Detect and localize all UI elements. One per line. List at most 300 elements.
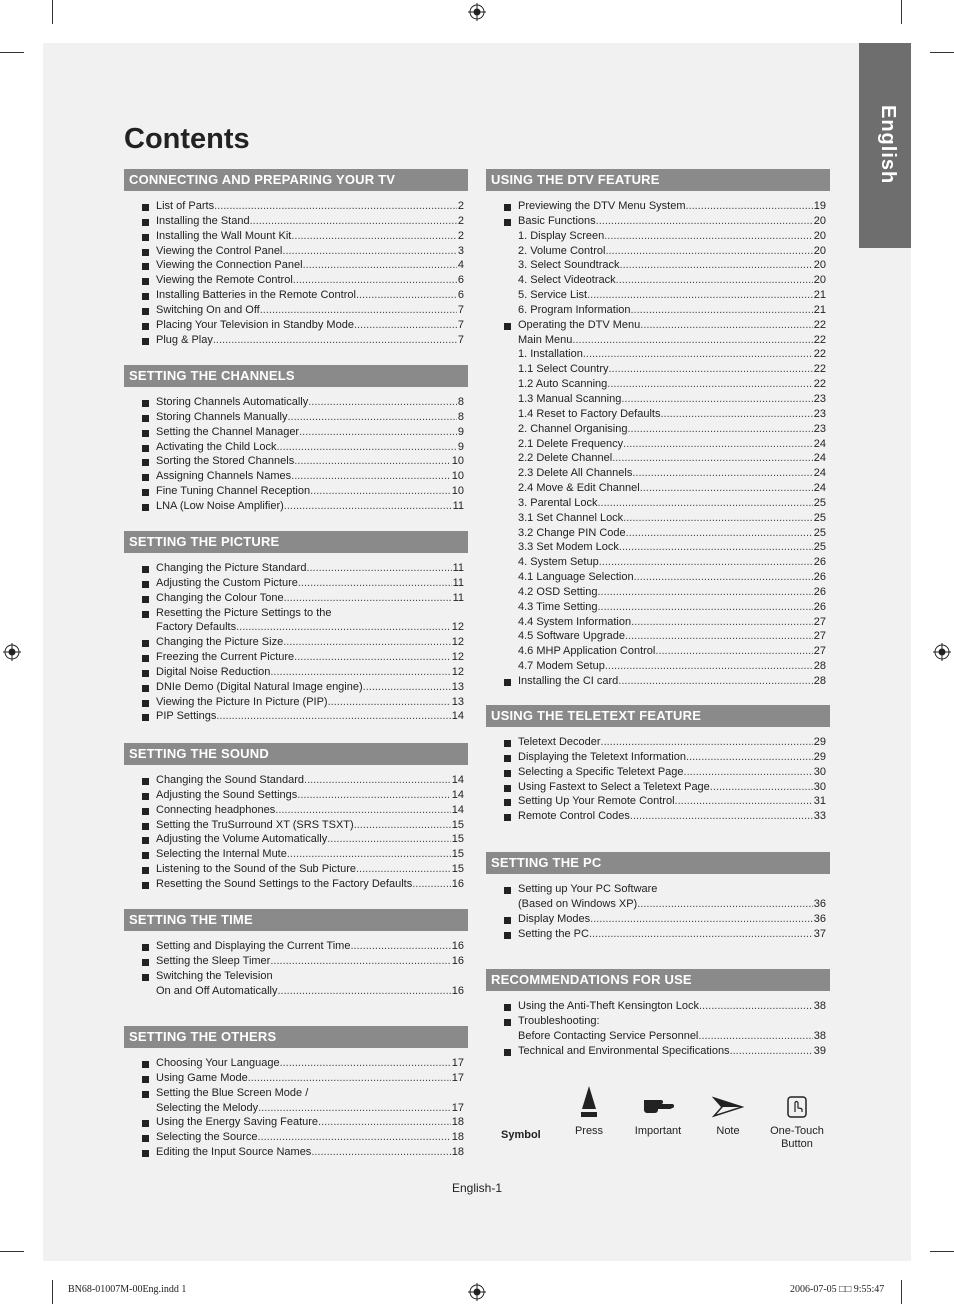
toc-entry-page: 30	[813, 780, 826, 793]
toc-leader-dots	[328, 695, 451, 710]
toc-entry-page: 22	[813, 363, 826, 376]
toc-entry	[124, 425, 468, 440]
toc-leader-dots	[698, 1029, 812, 1044]
toc-entry-title: 2.3 Delete All Channels	[518, 467, 633, 480]
toc-entry-page: 23	[813, 422, 826, 435]
toc-entry-page: 18	[451, 1131, 464, 1144]
toc-entry	[486, 629, 830, 644]
toc-entry	[124, 954, 468, 969]
press-arrow-icon	[580, 1085, 598, 1119]
toc-entry	[486, 318, 830, 333]
toc-entry-page: 7	[457, 303, 464, 316]
toc-entry-title: Editing the Input Source Names	[156, 1146, 312, 1159]
toc-list	[124, 561, 468, 724]
toc-entry-page: 21	[813, 289, 826, 302]
toc-leader-dots	[258, 1130, 451, 1145]
toc-entry	[124, 214, 468, 229]
toc-entry-title: Technical and Environmental Specifications	[518, 1044, 730, 1057]
toc-entry	[486, 1014, 830, 1029]
toc-leader-dots	[598, 600, 813, 615]
toc-entry-title: Changing the Colour Tone	[156, 591, 284, 604]
toc-leader-dots	[640, 318, 812, 333]
toc-leader-dots	[294, 650, 451, 665]
toc-leader-dots	[675, 794, 813, 809]
toc-entry	[124, 788, 468, 803]
toc-list	[124, 199, 468, 347]
toc-entry	[124, 635, 468, 650]
toc-leader-dots	[598, 496, 813, 511]
toc-entry-page: 22	[813, 348, 826, 361]
toc-entry-title: Storing Channels Manually	[156, 410, 288, 423]
toc-entry	[124, 258, 468, 273]
legend-one-touch-label-2: Button	[781, 1138, 813, 1150]
toc-entry-title: Selecting a Specific Teletext Page	[518, 765, 684, 778]
toc-entry-page: 22	[813, 378, 826, 391]
toc-entry-title: 2. Channel Organising	[518, 422, 628, 435]
toc-leader-dots	[284, 499, 452, 514]
toc-entry	[486, 303, 830, 318]
section-pc	[486, 852, 830, 941]
registration-mark-icon	[933, 643, 951, 661]
toc-leader-dots	[270, 954, 450, 969]
toc-entry	[486, 244, 830, 259]
toc-entry	[486, 927, 830, 942]
toc-entry-title: 5. Service List	[518, 289, 588, 302]
toc-leader-dots	[308, 395, 457, 410]
toc-entry-page: 24	[813, 452, 826, 465]
toc-entry-page: 33	[813, 810, 826, 823]
toc-list	[486, 999, 830, 1058]
toc-entry	[124, 273, 468, 288]
toc-entry-page: 12	[451, 651, 464, 664]
toc-entry-page: 16	[451, 954, 464, 967]
toc-entry-title: Installing the Wall Mount Kit	[156, 229, 292, 242]
toc-leader-dots	[250, 214, 457, 229]
toc-leader-dots	[730, 1044, 813, 1059]
toc-entry-title: Using Game Mode	[156, 1071, 248, 1084]
toc-entry	[486, 511, 830, 526]
toc-entry-page: 10	[451, 485, 464, 498]
toc-entry-title: 4.3 Time Setting	[518, 600, 598, 613]
date-slug: 2006-07-05 □□ 9:55:47	[790, 1284, 885, 1295]
toc-leader-dots	[350, 939, 450, 954]
toc-entry-title: Setting and Displaying the Current Time	[156, 940, 351, 952]
toc-leader-dots	[294, 454, 451, 469]
toc-entry	[486, 659, 830, 674]
toc-entry-title: Displaying the Teletext Information	[518, 750, 686, 763]
toc-entry-title: Installing the Stand	[156, 214, 250, 227]
toc-entry-title: 2.4 Move & Edit Channel	[518, 482, 640, 495]
toc-list	[124, 1056, 468, 1160]
toc-leader-dots	[618, 674, 812, 689]
toc-entry-title: Selecting the Melody	[156, 1101, 259, 1114]
toc-leader-dots	[412, 877, 451, 892]
toc-leader-dots	[276, 440, 456, 455]
toc-entry-title: 3.1 Set Channel Lock	[518, 511, 624, 524]
toc-entry	[486, 214, 830, 229]
toc-entry	[124, 862, 468, 877]
legend-note-label: Note	[716, 1125, 740, 1137]
toc-leader-dots	[632, 466, 812, 481]
toc-leader-dots	[260, 303, 457, 318]
toc-entry	[124, 650, 468, 665]
toc-entry	[486, 809, 830, 824]
toc-entry-title: 6. Program Information	[518, 303, 631, 316]
toc-entry-title: Setting the Sleep Timer	[156, 954, 271, 967]
toc-entry-title: Setting the Blue Screen Mode /	[156, 1086, 309, 1099]
toc-leader-dots	[609, 362, 813, 377]
toc-entry	[486, 481, 830, 496]
toc-entry-page: 8	[457, 396, 464, 408]
toc-entry-page: 11	[452, 576, 464, 589]
note-arrow-icon	[712, 1085, 744, 1119]
toc-entry-title: 4.1 Language Selection	[518, 571, 634, 584]
toc-entry-page: 8	[457, 410, 464, 423]
toc-entry	[124, 984, 468, 999]
toc-leader-dots	[303, 258, 457, 273]
toc-entry-title: Assigning Channels Names	[156, 470, 292, 483]
toc-entry-title: 3.2 Change PIN Code	[518, 526, 626, 539]
toc-entry-page: 18	[451, 1116, 464, 1129]
toc-leader-dots	[327, 832, 451, 847]
toc-leader-dots	[604, 229, 813, 244]
toc-entry-page: 26	[813, 556, 826, 569]
toc-entry-page: 27	[813, 615, 826, 628]
toc-entry-page: 25	[813, 511, 826, 524]
toc-entry-title: Installing Batteries in the Remote Control	[156, 289, 356, 302]
toc-entry-page: 11	[452, 591, 464, 604]
section-heading: SETTING THE CHANNELS	[124, 365, 468, 387]
toc-entry	[486, 392, 830, 407]
crop-mark	[930, 1251, 954, 1252]
toc-leader-dots	[287, 410, 456, 425]
toc-entry-page: 21	[813, 303, 826, 316]
toc-entry	[124, 847, 468, 862]
toc-leader-dots	[619, 540, 813, 555]
section-sound	[124, 743, 468, 892]
toc-entry-page: 28	[813, 675, 826, 687]
toc-leader-dots	[214, 199, 457, 214]
toc-entry-title: 1.2 Auto Scanning	[518, 378, 608, 391]
toc-leader-dots	[660, 407, 812, 422]
toc-entry	[124, 410, 468, 425]
toc-entry-page: 17	[451, 1057, 464, 1069]
toc-entry-title: Digital Noise Reduction	[156, 665, 271, 678]
toc-entry	[486, 615, 830, 630]
toc-entry-title: 1.4 Reset to Factory Defaults	[518, 407, 661, 420]
toc-entry	[124, 469, 468, 484]
toc-entry-title: Listening to the Sound of the Sub Picture	[156, 863, 356, 876]
toc-leader-dots	[599, 555, 813, 570]
toc-entry-page: 14	[451, 788, 464, 801]
toc-entry	[124, 969, 468, 984]
toc-leader-dots	[699, 999, 813, 1014]
toc-entry-page: 18	[451, 1146, 464, 1159]
toc-entry	[486, 333, 830, 348]
toc-entry-title: Selecting the Source	[156, 1131, 258, 1144]
toc-entry-title: Resetting the Picture Settings to the	[156, 606, 332, 619]
toc-entry	[486, 780, 830, 795]
toc-entry-title: Resetting the Sound Settings to the Factory Defaults	[156, 877, 413, 890]
crop-mark	[52, 1280, 53, 1304]
section-heading: CONNECTING AND PREPARING YOUR TV	[124, 169, 468, 191]
toc-entry-title: Adjusting the Volume Automatically	[156, 833, 328, 846]
toc-entry	[124, 333, 468, 348]
toc-entry-title: Viewing the Control Panel	[156, 244, 283, 257]
section-channels	[124, 365, 468, 514]
toc-entry	[124, 576, 468, 591]
toc-entry-title: Viewing the Remote Control	[156, 274, 293, 287]
toc-entry-title: Adjusting the Sound Settings	[156, 788, 298, 801]
toc-entry	[124, 877, 468, 892]
toc-entry-title: Using Fastext to Select a Teletext Page	[518, 780, 710, 793]
toc-leader-dots	[277, 984, 450, 999]
toc-entry-title: Connecting headphones	[156, 803, 276, 816]
toc-leader-dots	[587, 288, 813, 303]
toc-entry	[124, 244, 468, 259]
toc-entry-page: 2	[457, 229, 464, 242]
toc-leader-dots	[631, 615, 813, 630]
toc-leader-dots	[607, 377, 812, 392]
crop-mark	[0, 52, 24, 53]
toc-entry-title: Plug & Play	[156, 333, 213, 346]
toc-entry-title: 1.3 Manual Scanning	[518, 392, 622, 405]
toc-entry	[124, 499, 468, 514]
toc-leader-dots	[287, 847, 451, 862]
section-heading: SETTING THE TIME	[124, 909, 468, 931]
toc-list	[124, 773, 468, 892]
toc-entry-title: 3. Parental Lock	[518, 496, 598, 509]
toc-entry-title: 4. System Setup	[518, 556, 599, 569]
toc-entry-page: 3	[457, 244, 464, 257]
toc-entry-page: 20	[813, 244, 826, 257]
toc-entry	[486, 526, 830, 541]
toc-leader-dots	[216, 709, 450, 724]
toc-entry-page: 24	[813, 482, 826, 495]
toc-leader-dots	[625, 629, 813, 644]
toc-entry-page: 25	[813, 541, 826, 554]
toc-entry-title: Troubleshooting:	[518, 1014, 600, 1027]
toc-entry	[124, 1086, 468, 1101]
toc-entry	[124, 695, 468, 710]
toc-entry-title: Installing the CI card	[518, 675, 619, 687]
toc-entry-page: 11	[452, 562, 464, 574]
crop-mark	[901, 0, 902, 24]
toc-entry-page: 27	[813, 645, 826, 658]
toc-entry	[124, 818, 468, 833]
toc-entry-page: 20	[813, 214, 826, 227]
toc-leader-dots	[356, 288, 457, 303]
toc-leader-dots	[236, 620, 451, 635]
toc-entry-page: 28	[813, 660, 826, 673]
toc-leader-dots	[686, 199, 813, 214]
toc-entry-title: Sorting the Stored Channels	[156, 455, 295, 468]
toc-list	[486, 882, 830, 941]
toc-leader-dots	[297, 788, 450, 803]
toc-entry-title: Activating the Child Lock	[156, 440, 277, 453]
toc-entry-title: Viewing the Connection Panel	[156, 259, 303, 272]
toc-entry	[486, 600, 830, 615]
toc-entry	[124, 606, 468, 621]
toc-entry	[486, 585, 830, 600]
toc-entry-page: 14	[451, 710, 464, 723]
toc-leader-dots	[605, 659, 813, 674]
toc-leader-dots	[572, 333, 812, 348]
toc-entry	[486, 794, 830, 809]
toc-entry-title: 4.2 OSD Setting	[518, 585, 598, 598]
toc-entry-page: 24	[813, 437, 826, 450]
toc-entry	[124, 288, 468, 303]
toc-leader-dots	[283, 635, 451, 650]
toc-leader-dots	[354, 318, 457, 333]
toc-entry	[124, 440, 468, 455]
section-heading: RECOMMENDATIONS FOR USE	[486, 969, 830, 991]
toc-entry-title: Previewing the DTV Menu System	[518, 200, 686, 212]
toc-entry-page: 36	[813, 897, 826, 910]
toc-entry-page: 7	[457, 333, 464, 346]
toc-leader-dots	[310, 484, 451, 499]
toc-entry-title: List of Parts	[156, 200, 215, 212]
section-picture	[124, 531, 468, 724]
toc-entry	[486, 735, 830, 750]
section-heading: SETTING THE PC	[486, 852, 830, 874]
toc-entry-page: 31	[813, 795, 826, 808]
toc-entry-page: 14	[451, 774, 464, 786]
section-heading: USING THE TELETEXT FEATURE	[486, 705, 830, 727]
toc-leader-dots	[318, 1115, 451, 1130]
toc-entry	[124, 1115, 468, 1130]
toc-leader-dots	[354, 818, 451, 833]
crop-mark	[52, 0, 53, 24]
toc-entry-page: 17	[451, 1071, 464, 1084]
section-dtv	[486, 169, 830, 689]
toc-entry-title: Storing Channels Automatically	[156, 396, 309, 408]
toc-entry	[486, 199, 830, 214]
toc-entry	[486, 1029, 830, 1044]
one-touch-button-icon	[786, 1085, 808, 1119]
toc-list	[124, 395, 468, 514]
toc-entry-page: 14	[451, 803, 464, 816]
toc-entry-page: 25	[813, 496, 826, 509]
toc-leader-dots	[304, 773, 451, 788]
toc-entry	[486, 999, 830, 1014]
toc-leader-dots	[293, 273, 457, 288]
toc-leader-dots	[634, 570, 813, 585]
toc-entry	[486, 540, 830, 555]
legend-symbol-label: Symbol	[501, 1129, 541, 1141]
toc-entry-title: Viewing the Picture In Picture (PIP)	[156, 695, 328, 708]
toc-entry-page: 2	[457, 200, 464, 212]
toc-entry	[124, 454, 468, 469]
toc-entry-page: 12	[451, 621, 464, 634]
toc-entry	[124, 199, 468, 214]
toc-entry-page: 6	[457, 289, 464, 302]
toc-entry-title: Main Menu	[518, 333, 573, 346]
toc-entry-page: 22	[813, 333, 826, 346]
toc-entry-title: Display Modes	[518, 912, 591, 925]
toc-entry	[486, 570, 830, 585]
toc-entry	[486, 1044, 830, 1059]
toc-entry	[486, 258, 830, 273]
toc-entry	[486, 451, 830, 466]
toc-entry-page: 20	[813, 259, 826, 272]
toc-leader-dots	[306, 561, 451, 576]
toc-entry-title: Teletext Decoder	[518, 736, 601, 748]
toc-leader-dots	[258, 1101, 451, 1116]
toc-leader-dots	[605, 244, 812, 259]
toc-entry	[486, 912, 830, 927]
toc-leader-dots	[626, 526, 813, 541]
toc-entry	[486, 555, 830, 570]
toc-entry	[486, 362, 830, 377]
toc-entry-title: 1. Installation	[518, 348, 583, 361]
toc-entry-page: 12	[451, 665, 464, 678]
toc-entry-title: 2.2 Delete Channel	[518, 452, 613, 465]
toc-leader-dots	[598, 585, 813, 600]
toc-leader-dots	[282, 244, 456, 259]
toc-leader-dots	[623, 437, 813, 452]
toc-entry-page: 20	[813, 229, 826, 242]
toc-entry	[124, 620, 468, 635]
toc-leader-dots	[356, 862, 451, 877]
toc-entry-page: 16	[451, 877, 464, 890]
toc-entry-title: 2.1 Delete Frequency	[518, 437, 624, 450]
crop-mark	[930, 52, 954, 53]
section-recommend	[486, 969, 830, 1058]
legend-important	[628, 1085, 688, 1137]
toc-entry	[486, 273, 830, 288]
toc-entry-page: 29	[813, 750, 826, 763]
toc-entry	[486, 288, 830, 303]
toc-entry-title: 2. Volume Control	[518, 244, 606, 257]
toc-leader-dots	[640, 481, 813, 496]
toc-entry-title: (Based on Windows XP)	[518, 897, 638, 910]
toc-entry-page: 10	[451, 455, 464, 468]
toc-entry-page: 13	[451, 680, 464, 693]
toc-entry-page: 20	[813, 274, 826, 287]
toc-entry	[486, 347, 830, 362]
toc-entry-title: Selecting the Internal Mute	[156, 848, 287, 861]
toc-entry-title: Basic Functions	[518, 214, 596, 227]
toc-entry-title: On and Off Automatically	[156, 984, 278, 997]
toc-leader-dots	[311, 1145, 450, 1160]
toc-entry-page: 23	[813, 407, 826, 420]
registration-mark-icon	[3, 643, 21, 661]
toc-leader-dots	[686, 750, 813, 765]
toc-entry	[486, 496, 830, 511]
toc-entry	[486, 437, 830, 452]
toc-leader-dots	[298, 576, 452, 591]
toc-entry-page: 13	[451, 695, 464, 708]
toc-entry	[124, 665, 468, 680]
toc-leader-dots	[589, 927, 813, 942]
toc-entry	[124, 229, 468, 244]
section-others	[124, 1026, 468, 1160]
toc-entry-title: Using the Anti-Theft Kensington Lock	[518, 1000, 699, 1012]
toc-leader-dots	[623, 511, 813, 526]
registration-mark-icon	[468, 1283, 486, 1301]
toc-leader-dots	[630, 809, 813, 824]
toc-entry	[124, 395, 468, 410]
toc-entry	[486, 377, 830, 392]
toc-entry-page: 19	[813, 200, 826, 212]
toc-entry-title: PIP Settings	[156, 710, 217, 723]
section-time	[124, 909, 468, 998]
page-number: English-1	[451, 1181, 503, 1195]
toc-leader-dots	[601, 735, 813, 750]
toc-entry	[124, 561, 468, 576]
toc-leader-dots	[637, 897, 813, 912]
